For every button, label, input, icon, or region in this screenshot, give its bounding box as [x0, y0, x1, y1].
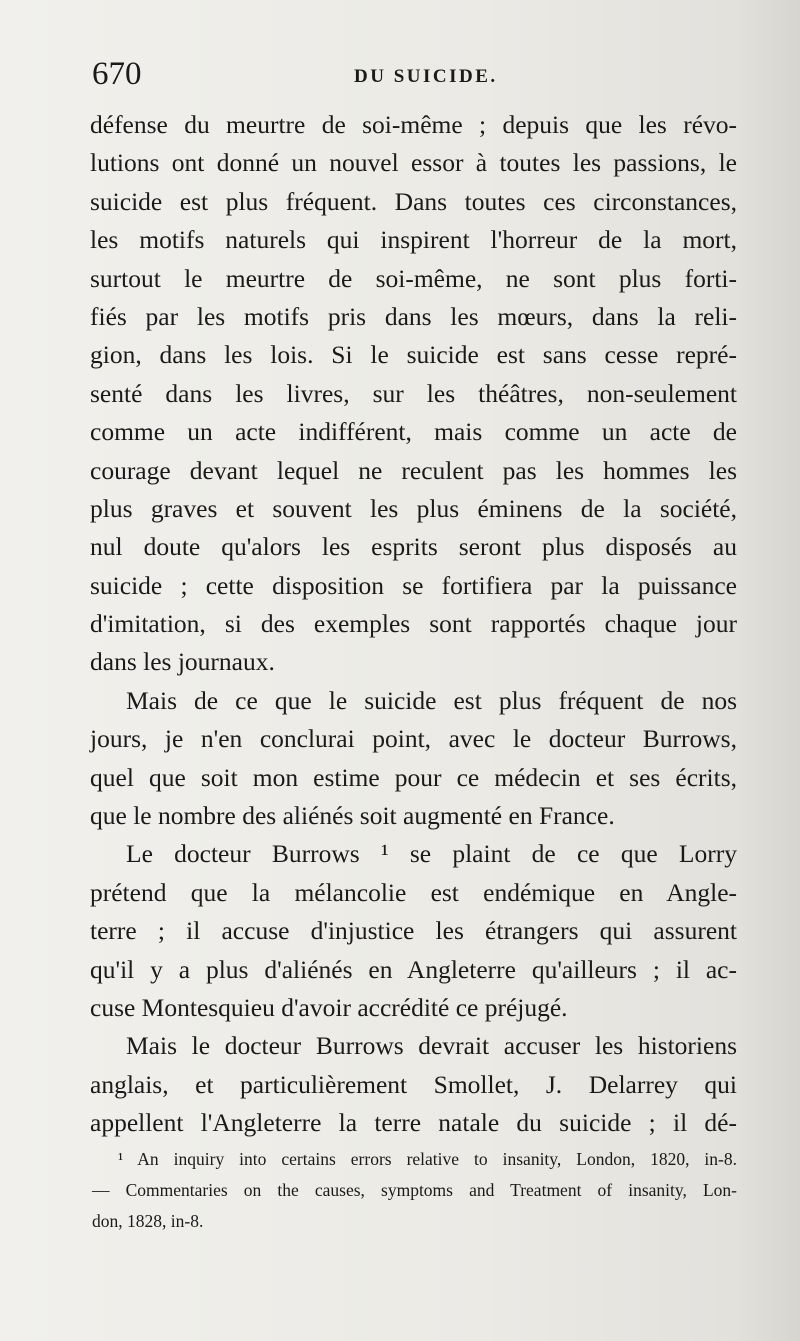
text-line: que le nombre des aliénés soit augmenté en France. [90, 801, 615, 831]
text-line: prétend que la mélancolie est endémique en Angle- [90, 877, 737, 907]
text-line: senté dans les livres, sur les théâtres, non-seulement [90, 378, 737, 408]
text-line: suicide est plus fréquent. Dans toutes ces circonstances, [90, 186, 737, 216]
text-line: Mais de ce que le suicide est plus fréquent de nos [126, 685, 737, 715]
text-line: Mais le docteur Burrows devrait accuser les historiens [126, 1031, 737, 1061]
text-line: quel que soit mon estime pour ce médecin et ses écrits, [90, 762, 737, 792]
text-line: anglais, et particulièrement Smollet, J. Delarrey qui [90, 1069, 737, 1099]
text-line: jours, je n'en conclurai point, avec le docteur Burrows, [90, 724, 737, 754]
footnote-line: — Commentaries on the causes, symptoms and Treatment of insanity, Lon- [92, 1180, 737, 1200]
text-line: défense du meurtre de soi-même ; depuis que les révo- [90, 110, 737, 139]
text-line: Le docteur Burrows ¹ se plaint de ce que Lorry [126, 839, 737, 869]
text-line: cuse Montesquieu d'avoir accrédité ce préjugé. [90, 992, 568, 1022]
text-line: dans les journaux. [90, 647, 275, 677]
body-text [90, 106, 737, 1143]
footnote-line: ¹ An inquiry into certains errors relative to insanity, London, 1820, in-8. [118, 1149, 737, 1169]
footnotes [92, 1144, 737, 1237]
text-line: suicide ; cette disposition se fortifiera par la puissance [90, 570, 737, 600]
text-line: gion, dans les lois. Si le suicide est sans cesse repré- [90, 340, 737, 370]
text-line: d'imitation, si des exemples sont rapportés chaque jour [90, 609, 737, 639]
text-line: les motifs naturels qui inspirent l'horreur de la mort, [90, 225, 737, 255]
text-line: surtout le meurtre de soi-même, ne sont plus forti- [90, 263, 737, 293]
text-line: comme un acte indifférent, mais comme un acte de [90, 417, 737, 447]
text-line: lutions ont donné un nouvel essor à toutes les passions, le [90, 148, 737, 178]
text-line: terre ; il accuse d'injustice les étrangers qui assurent [90, 916, 737, 946]
text-line: appellent l'Angleterre la terre natale du suicide ; il dé- [90, 1108, 737, 1138]
text-line: nul doute qu'alors les esprits seront plus disposés au [90, 532, 737, 562]
text-line: courage devant lequel ne reculent pas les hommes les [90, 455, 737, 485]
page-number: 670 [92, 56, 142, 92]
text-line: qu'il y a plus d'aliénés en Angleterre qu'ailleurs ; il ac- [90, 954, 737, 984]
running-head: DU SUICIDE. [354, 66, 498, 87]
text-line: plus graves et souvent les plus éminens de la société, [90, 493, 737, 523]
footnote-line: don, 1828, in-8. [92, 1211, 204, 1231]
text-line: fiés par les motifs pris dans les mœurs, dans la reli- [90, 301, 737, 331]
page-header [92, 54, 732, 94]
